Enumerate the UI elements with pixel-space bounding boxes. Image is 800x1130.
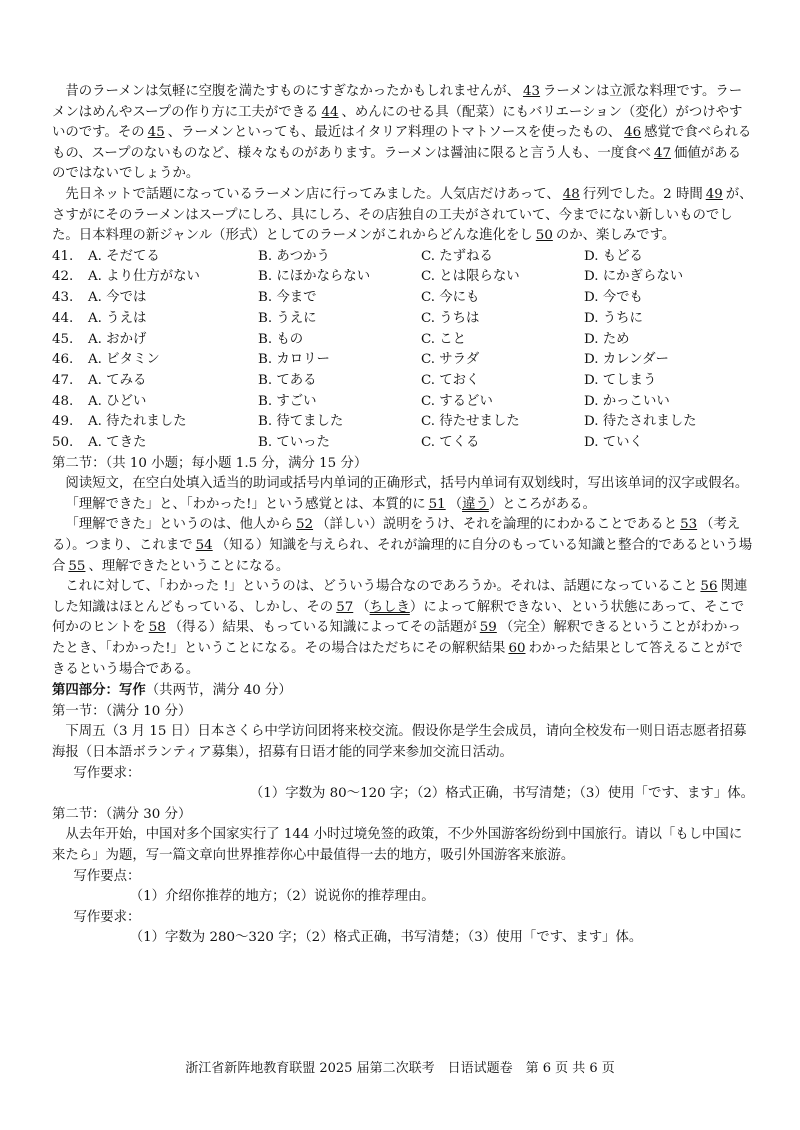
writing-s2-points-label: 写作要点： (73, 868, 141, 884)
question-number: 50. (52, 434, 74, 450)
text-run: わかった結果として答えることができるという場合である。 (52, 640, 743, 677)
answer-blank: 45 (147, 125, 165, 141)
option-a: A. ひどい (88, 393, 147, 409)
option-b: B. すごい (258, 393, 317, 409)
writing-s2-req: （1）字数为 280～320 字；（2）格式正确，书写清楚；（3）使用「です、ます」体。 (129, 930, 643, 946)
option-d: D. ため (584, 331, 630, 347)
option-c: C. サラダ (421, 352, 480, 368)
option-a: A. ビタミン (88, 352, 160, 368)
option-c: C. 今にも (421, 290, 480, 306)
writing-s1-req-label: 写作要求： (73, 765, 141, 781)
option-b: B. にほかならない (258, 269, 371, 285)
option-d: D. てしまう (584, 372, 657, 388)
option-d: D. かっこいい (584, 393, 670, 409)
text-run: 先日ネットで話題になっているラーメン店に行ってみました。人気店だけあって、 (65, 186, 560, 202)
option-b: B. あつかう (258, 248, 330, 264)
double-underlined-word: ちしき (369, 599, 410, 615)
answer-blank: 46 (624, 125, 642, 141)
answer-blank: 56 (700, 579, 718, 595)
option-b: B. ていった (258, 434, 330, 450)
option-d: D. にかぎらない (584, 269, 684, 285)
option-b: B. てある (258, 372, 317, 388)
option-d: D. 待たされました (584, 414, 697, 430)
option-a: A. うえは (88, 310, 147, 326)
option-row (52, 330, 754, 351)
option-row (52, 350, 754, 371)
option-a: A. てきた (88, 434, 147, 450)
option-a: A. より仕方がない (88, 269, 200, 285)
exam-page (52, 82, 754, 949)
option-c: C. ておく (421, 372, 480, 388)
option-row (52, 371, 754, 392)
option-b: B. カロリー (258, 352, 330, 368)
answer-blank: 44 (321, 104, 339, 120)
text-run: （完全）解釈できるということがわかったとき、「わかった!」ということになる。その場合はただちにその解釈結果 (52, 620, 741, 656)
option-b: B. 今まで (258, 290, 317, 306)
option-c: C. うちは (421, 310, 480, 326)
section2-paragraph3 (52, 577, 754, 680)
page-footer: 浙江省新阵地教育联盟 2025 届第二次联考 日语试题卷 第 6 页 共 6 页 (185, 1061, 615, 1076)
text-run: 関連した知識はほとんどもっている、しかし、その (52, 579, 748, 615)
text-run: 昔のラーメンは気軽に空腹を満たすものにすぎなかったかもしれませんが、 (65, 84, 520, 99)
option-b: B. 待てました (258, 414, 344, 430)
writing-s1-body: 下周五（3 月 15 日）日本さくら中学访问团将来校交流。假设你是学生会成员，请向全校发布一则日语志愿者招募海报（日本語ボランティア募集），招募有日语才能的同学来参加交流日活动。 (52, 724, 747, 760)
answer-blank: 49 (705, 186, 723, 202)
option-row (52, 309, 754, 330)
writing-s2-points: （1）介绍你推荐的地方；（2）说说你的推荐理由。 (129, 889, 435, 905)
text-run: 「理解できた」というのは、他人から (65, 517, 294, 533)
option-row (52, 412, 754, 433)
option-c: C. 待たせました (421, 414, 520, 430)
question-number: 44. (52, 310, 74, 326)
passage1-paragraph2 (52, 185, 754, 247)
answer-blank: 48 (562, 186, 580, 202)
text-run: ）ところがある。 (488, 496, 596, 512)
option-row (52, 267, 754, 288)
part4-heading-line (52, 680, 754, 702)
answer-blank: 53 (680, 517, 698, 533)
answer-blank: 60 (508, 640, 526, 656)
answer-blank: 43 (523, 84, 541, 99)
answer-blank: 59 (479, 620, 497, 636)
option-a: A. 待たれました (88, 414, 187, 430)
answer-blank: 47 (653, 145, 672, 161)
option-a: A. おかげ (88, 331, 147, 347)
writing-s2-heading: 第二节：（满分 30 分） (52, 806, 192, 822)
option-a: A. そだてる (88, 248, 160, 264)
option-d: D. 今でも (584, 290, 643, 306)
section2-instruction: 阅读短文，在空白处填入适当的助词或括号内单词的正确形式，括号内单词有双划线时，写出该单词的汉字或假名。 (65, 476, 749, 492)
answer-blank: 50 (535, 228, 553, 244)
passage1-paragraph1 (52, 82, 754, 185)
text-run: （詳しい）説明をうけ、それを論理的にわかることであると (316, 517, 678, 533)
part4-heading: 第四部分：写作 (52, 682, 146, 699)
text-run: （得る）結果、もっている知識によってその話題が (168, 620, 477, 636)
answer-blank: 52 (296, 517, 314, 533)
option-row (52, 392, 754, 413)
question-number: 45. (52, 331, 74, 347)
writing-s1-req: （1）字数为 80～120 字；（2）格式正确，书写清楚；（3）使用「です、ます」体。 (249, 786, 754, 802)
text-run: （ (448, 496, 463, 512)
option-c: C. てくる (421, 434, 480, 450)
question-number: 49. (52, 414, 74, 430)
text-run: 価値があるのではないでしょうか。 (52, 145, 741, 182)
double-underlined-word: 違う (462, 496, 489, 512)
option-row (52, 288, 754, 309)
text-run: 、理解できたということになる。 (88, 558, 290, 574)
text-run: これに対して、「わかった !」というのは、どういう場合なのであろうか。それは、話題になっていること (65, 579, 698, 595)
text-run: ）によって解釈できない、という状態にあって、そこで何かのヒントを (52, 599, 745, 636)
option-c: C. するどい (421, 393, 493, 409)
option-c: C. とは限らない (421, 269, 520, 285)
writing-s2-req-label: 写作要求： (73, 909, 141, 925)
part4-heading-suffix: （共两节，满分 40 分） (145, 683, 292, 699)
answer-blank: 58 (148, 620, 166, 636)
section2-paragraph1 (52, 495, 754, 516)
question-number: 43. (52, 290, 74, 306)
writing-s2-body: 从去年开始，中国对多个国家实行了 144 小时过境免签的政策，不少外国游客纷纷到中国旅行。请以「もし中国に来たら」为题，写一篇文章向世界推荐你心中最值得一去的地方，吸引外国游客来旅游。 (52, 827, 743, 863)
text-run: が、さすがにそのラーメンはスープにしろ、具にしろ、その店独自の工夫がされていて、今までにない新しいものでした。日本料理の新ジャンル（形式）としてのラーメンがこれからどんな進化をし (52, 186, 753, 244)
option-d: D. カレンダー (584, 352, 669, 368)
option-a: A. てみる (88, 372, 147, 388)
answer-blank: 54 (195, 538, 213, 553)
option-c: C. たずねる (421, 248, 493, 264)
question-number: 46. (52, 352, 74, 368)
section2-heading: 第二节：（共 10 小题；每小题 1.5 分，满分 15 分） (52, 455, 368, 471)
question-number: 48. (52, 393, 74, 409)
text-run: 感覚で食べられるもの、スープのないものなど、様々なものがあります。ラーメンは醤油に限ると言う人も、一度食べ (52, 125, 752, 161)
option-b: B. うえに (258, 310, 317, 326)
text-run: （知る）知識を与えられ、それが論理的に自分のもっている知識と整合的であるという場合 (52, 538, 753, 574)
option-b: B. もの (258, 331, 304, 347)
text-run: ラーメンは立派な料理です。ラーメンはめんやスープの作り方に工夫ができる (52, 84, 743, 120)
question-number: 47. (52, 372, 74, 388)
option-d: D. もどる (584, 248, 643, 264)
answer-blank: 51 (428, 496, 446, 512)
option-d: D. ていく (584, 434, 643, 450)
text-run: 、ラーメンといっても、最近はイタリア料理のトマトソースを使ったもの、 (167, 125, 622, 141)
text-run: のか、楽しみです。 (555, 228, 676, 244)
text-run: 、めんにのせる具（配菜）にもバリエーション（変化）がつけやすいのです。その (52, 104, 743, 141)
answer-blank: 55 (68, 558, 86, 574)
options-list (52, 247, 754, 454)
option-row (52, 433, 754, 454)
option-a: A. 今では (88, 290, 147, 306)
writing-s1-heading: 第一节：（满分 10 分） (52, 703, 192, 719)
option-c: C. こと (421, 331, 467, 347)
text-run: （ (356, 599, 370, 615)
question-number: 41. (52, 248, 74, 264)
text-run: 「理解できた」と、「わかった!」という感覚とは、本質的に (65, 496, 426, 512)
section2-paragraph2 (52, 515, 754, 577)
answer-blank: 57 (336, 599, 354, 615)
option-row (52, 247, 754, 268)
question-number: 42. (52, 269, 74, 285)
option-d: D. うちに (584, 310, 643, 326)
text-run: 行列でした。2 時間 (582, 186, 703, 202)
text-run: （考える）。つまり、これまで (52, 517, 741, 553)
